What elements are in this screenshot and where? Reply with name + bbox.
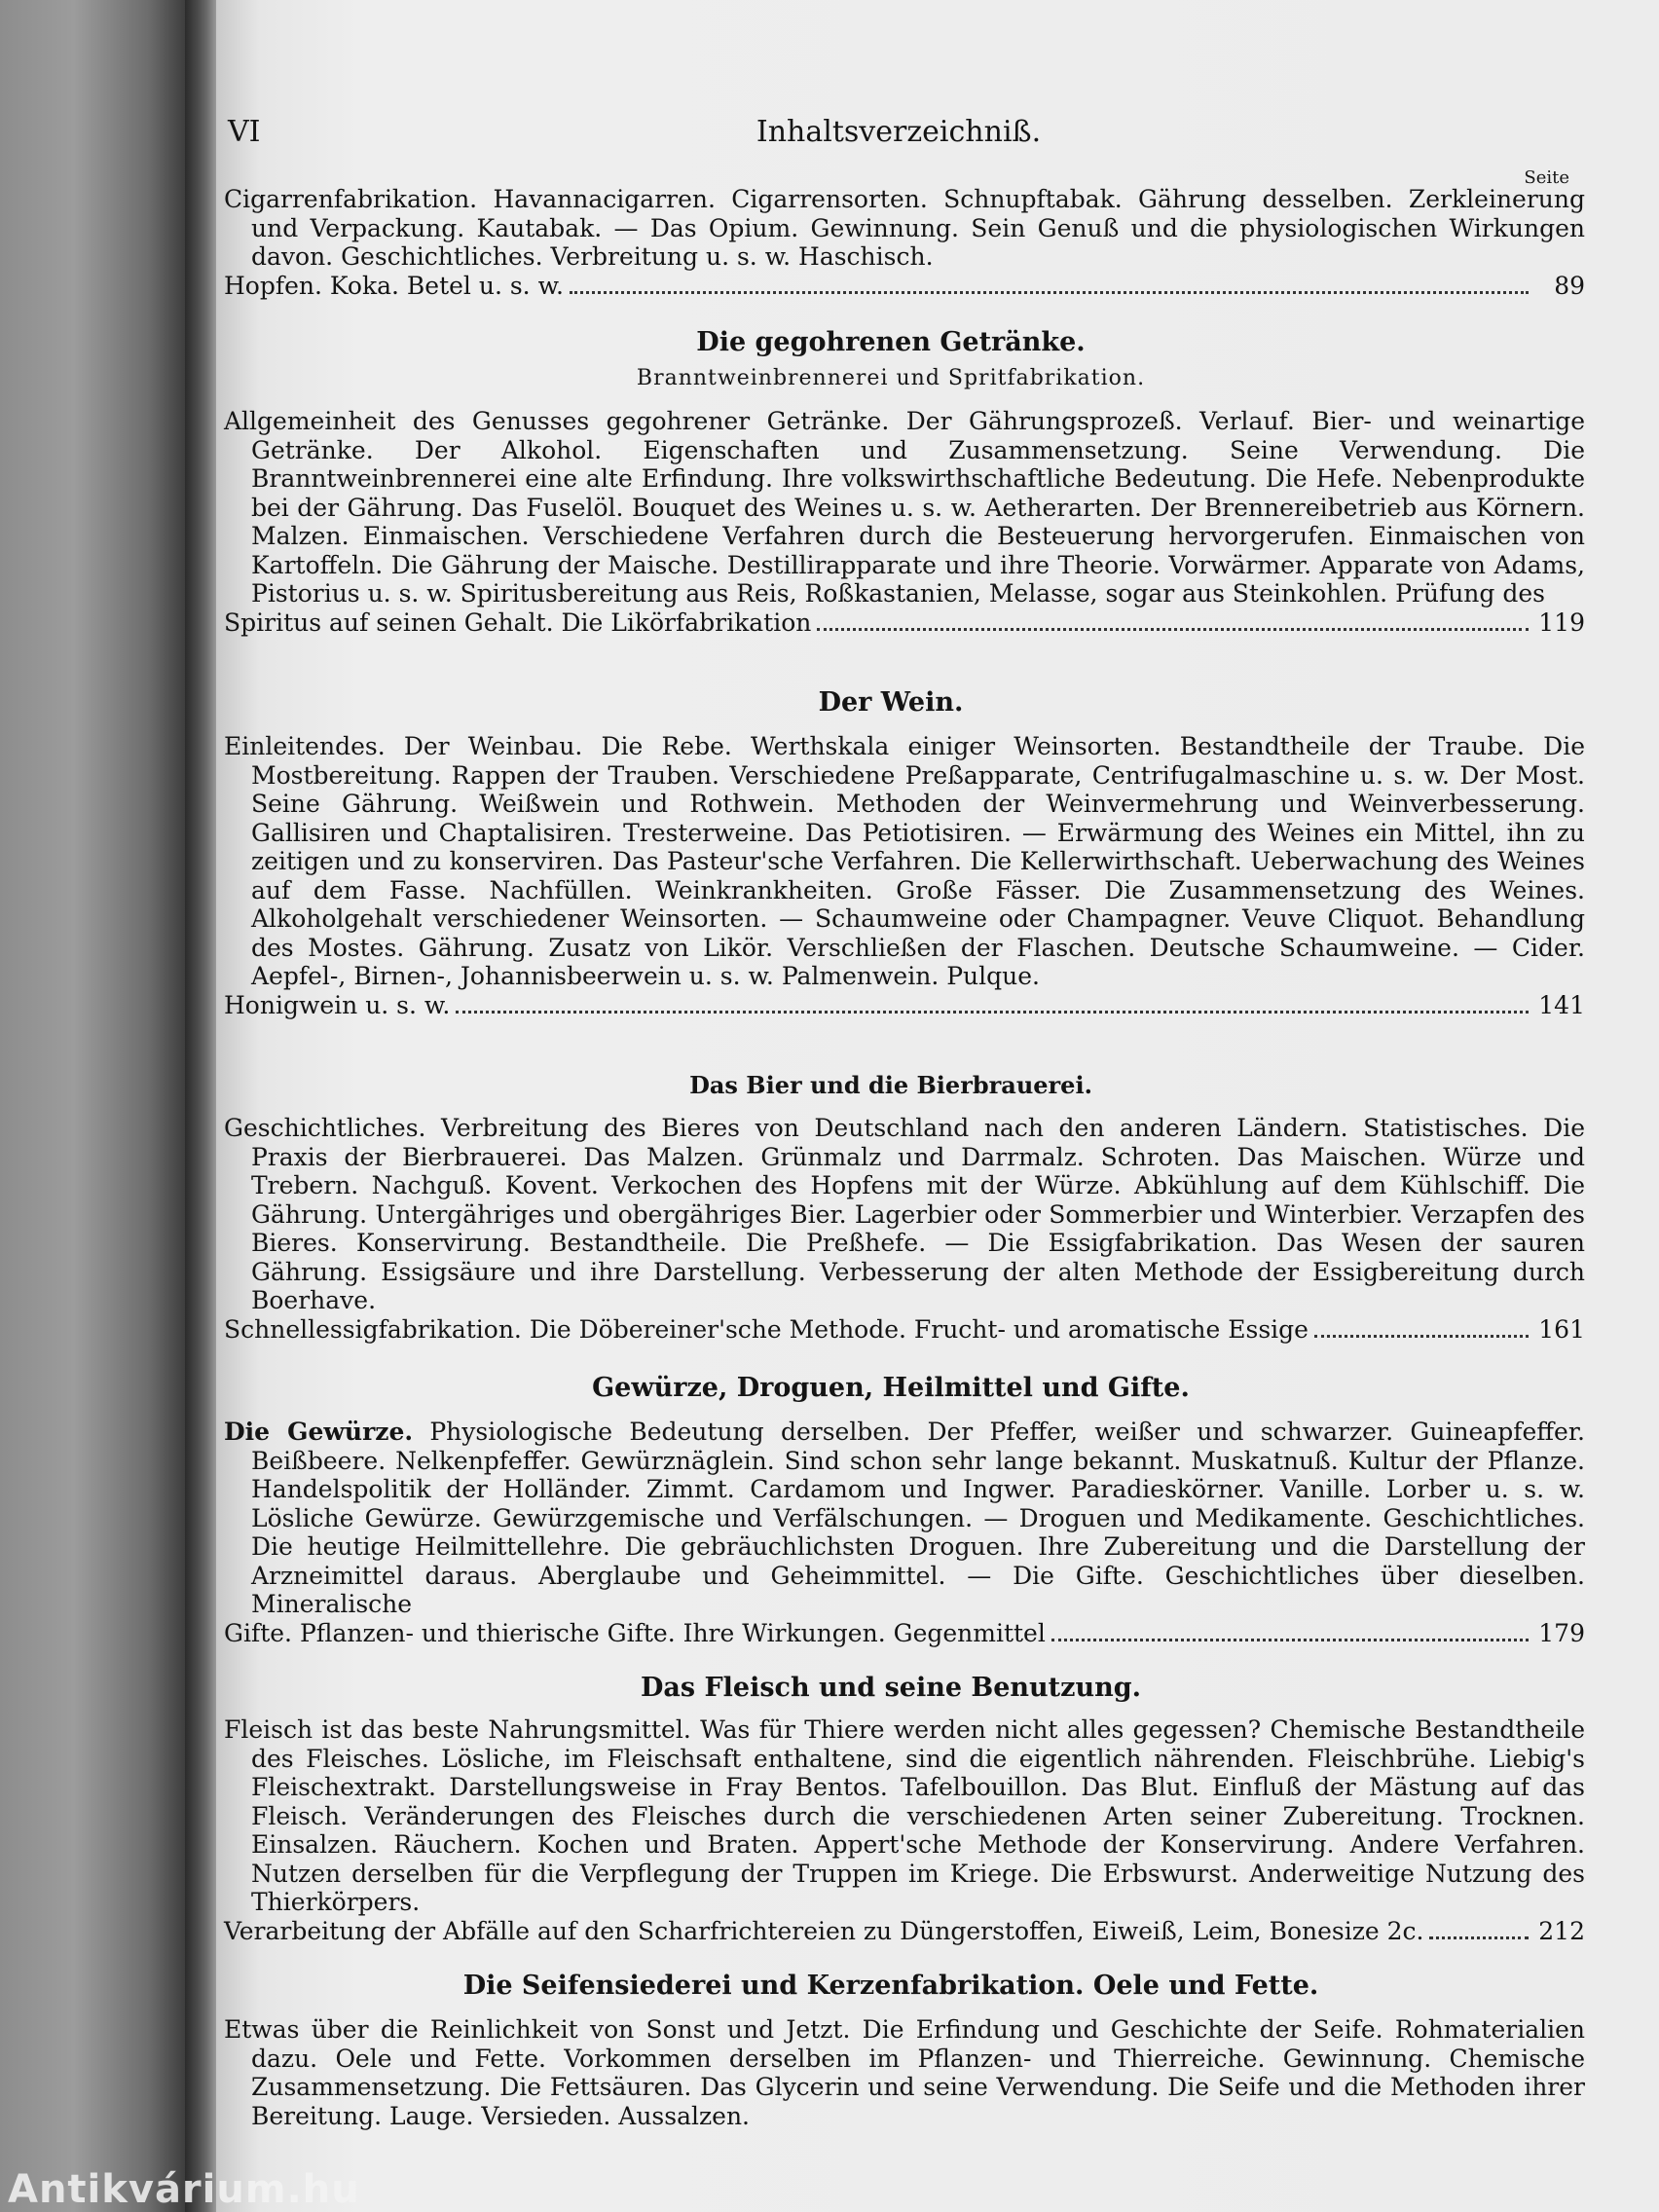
entry-last-line: Honigwein u. s. w.	[224, 990, 451, 1019]
page-ref: 89	[1554, 271, 1585, 300]
toc-entry-bier	[224, 1114, 1585, 1345]
entry-last-line: Verarbeitung der Abfälle auf den Scharfrichtereien zu Düngerstoffen, Eiweiß, Leim, Bonesize 2c.	[224, 1916, 1424, 1945]
entry-text: Etwas über die Reinlichkeit von Sonst und Jetzt. Die Erfindung und Geschichte der Seife. Rohmaterialien dazu. Oele und Fette. Vorkommen derselben im Pflanzen- und Thierreiche. Gewinnung. Chemische Zusammensetzung. Die Fettsäuren. Das Glycerin und seine Verwendung. Die Seife und die Methoden ihrer Bereitung. Lauge. Versieden. Aussalzen.	[224, 2015, 1585, 2130]
section-heading: Die Seifensiederei und Kerzenfabrikation. Oele und Fette.	[462, 1971, 1319, 2001]
section-heading: Die gegohrenen Getränke.	[696, 327, 1086, 357]
entry-lead: Die Gewürze.	[224, 1418, 414, 1446]
dot-leader	[1314, 1335, 1529, 1338]
section-heading: Gewürze, Droguen, Heilmittel und Gifte.	[592, 1373, 1190, 1403]
entry-last-line: Schnellessigfabrikation. Die Döbereiner'sche Methode. Frucht- und aromatische Essige	[224, 1314, 1309, 1344]
running-title: Inhaltsverzeichniß.	[756, 115, 1042, 149]
page-header	[228, 115, 1569, 154]
page-ref: 179	[1538, 1618, 1585, 1647]
dot-leader	[456, 1011, 1529, 1014]
page-ref: 119	[1538, 608, 1585, 637]
background-left	[0, 0, 185, 2212]
entry-last-line: Hopfen. Koka. Betel u. s. w.	[224, 271, 564, 300]
leader-line	[224, 1314, 1585, 1345]
leader-line	[224, 271, 1585, 301]
dot-leader	[817, 628, 1529, 631]
toc-entry-fleisch	[224, 1715, 1585, 1946]
entry-last-line: Spiritus auf seinen Gehalt. Die Likörfabrikation	[224, 608, 812, 637]
entry-text	[224, 1418, 1585, 1619]
page-ref: 161	[1538, 1314, 1585, 1344]
toc-entry-seife	[224, 2015, 1585, 2130]
dot-leader	[1429, 1936, 1529, 1939]
leader-line	[224, 1618, 1585, 1648]
page-ref: 212	[1538, 1916, 1585, 1945]
entry-body: Physiologische Bedeutung derselben. Der Pfeffer, weißer und schwarzer. Guineapfeffer. Beißbeere. Nelkenpfeffer. Gewürznäglein. Sind schon sehr lange bekannt. Muskatnuß. Kultur der Pflanze. Handelspolitik der Holländer. Zimmt. Cardamom und Ingwer. Paradieskörner. Vanille. Lorber u. s. w. Lösliche Gewürze. Gewürzgemische und Verfälschungen. — Droguen und Medikamente. Geschichtliches. Die heutige Heilmittellehre. Die gebräuchlichsten Droguen. Ihre Zubereitung und die Darstellung der Arzneimittel daraus. Aberglaube und Geheimmittel. — Die Gifte. Geschichtliches über dieselben. Mineralische	[251, 1418, 1585, 1618]
dot-leader	[570, 291, 1529, 294]
toc-entry-tabak	[224, 185, 1585, 301]
dot-leader	[1051, 1639, 1529, 1641]
entry-text: Einleitendes. Der Weinbau. Die Rebe. Werthskala einiger Weinsorten. Bestandtheile der Traube. Die Mostbereitung. Rappen der Trauben. Verschiedene Preßapparate, Centrifugalmaschine u. s. w. Der Most. Seine Gährung. Weißwein und Rothwein. Methoden der Weinvermehrung und Weinverbesserung. Gallisiren und Chaptalisiren. Tresterweine. Das Petiotisiren. — Erwärmung des Weines ein Mittel, ihn zu zeitigen und zu konserviren. Das Pasteur'sche Verfahren. Die Kellerwirthschaft. Ueberwachung des Weines auf dem Fasse. Nachfüllen. Weinkrankheiten. Große Fässer. Die Zusammensetzung des Weines. Alkoholgehalt verschiedener Weinsorten. — Schaumweine oder Champagner. Veuve Cliquot. Behandlung des Mostes. Gährung. Zusatz von Likör. Verschließen der Flaschen. Deutsche Schaumweine. — Cider. Aepfel-, Birnen-, Johannisbeerwein u. s. w. Palmenwein. Pulque.	[224, 732, 1585, 990]
page-column-label: Seite	[1524, 167, 1569, 188]
entry-text: Allgemeinheit des Genusses gegohrener Getränke. Der Gährungsprozeß. Verlauf. Bier- und weinartige Getränke. Der Alkohol. Eigenschaften und Zusammensetzung. Seine Verwendung. Die Branntweinbrennerei eine alte Erfindung. Ihre volkswirthschaftliche Bedeutung. Die Hefe. Nebenprodukte bei der Gährung. Das Fuselöl. Bouquet des Weines u. s. w. Aetherarten. Der Brennereibetrieb aus Körnern. Malzen. Einmaischen. Verschiedene Verfahren durch die Besteuerung hervorgerufen. Einmaischen von Kartoffeln. Die Gährung der Maische. Destillirapparate und ihre Theorie. Vorwärmer. Apparate von Adams, Pistorius u. s. w. Spiritusbereitung aus Reis, Roßkastanien, Melasse, sogar aus Steinkohlen. Prüfung des	[224, 407, 1585, 608]
toc-entry-getraenke	[224, 407, 1585, 638]
page-number: VI	[228, 115, 261, 149]
section-subheading: Branntweinbrennerei und Spritfabrikation.	[636, 366, 1146, 390]
toc-entry-wein	[224, 732, 1585, 1020]
section-heading: Das Bier und die Bierbrauerei.	[689, 1071, 1092, 1099]
watermark: Antikvárium.hu	[8, 2167, 360, 2212]
entry-text: Cigarrenfabrikation. Havannacigarren. Cigarrensorten. Schnupftabak. Gährung desselben. Zerkleinerung und Verpackung. Kautabak. — Das Opium. Gewinnung. Sein Genuß und die physiologischen Wirkungen davon. Geschichtliches. Verbreitung u. s. w. Haschisch.	[224, 185, 1585, 271]
entry-text: Fleisch ist das beste Nahrungsmittel. Was für Thiere werden nicht alles gegessen? Chemische Bestandtheile des Fleisches. Lösliche, im Fleischsaft enthaltene, sind die eigentlich nährenden. Fleischbrühe. Liebig's Fleischextrakt. Darstellungsweise in Fray Bentos. Tafelbouillon. Das Blut. Einfluß der Mästung auf das Fleisch. Veränderungen des Fleisches durch die verschiedenen Arten seiner Zubereitung. Trocknen. Einsalzen. Räuchern. Kochen und Braten. Appert'sche Methode der Konservirung. Andere Verfahren. Nutzen derselben für die Verpflegung der Truppen im Kriege. Die Erbswurst. Anderweitige Nutzung des Thierkörpers.	[224, 1715, 1585, 1916]
book-spine	[185, 0, 216, 2212]
section-heading: Der Wein.	[818, 687, 964, 718]
page-ref: 141	[1538, 990, 1585, 1019]
entry-last-line: Gifte. Pflanzen- und thierische Gifte. Ihre Wirkungen. Gegenmittel	[224, 1618, 1046, 1647]
entry-text: Geschichtliches. Verbreitung des Bieres von Deutschland nach den anderen Ländern. Statistisches. Die Praxis der Bierbrauerei. Das Malzen. Grünmalz und Darrmalz. Schroten. Das Maischen. Würze und Trebern. Nachguß. Kovent. Verkochen des Hopfens mit der Würze. Abkühlung auf dem Kühlschiff. Die Gährung. Untergähriges und obergähriges Bier. Lagerbier oder Sommerbier und Winterbier. Verzapfen des Bieres. Konservirung. Bestandtheile. Die Preßhefe. — Die Essigfabrikation. Das Wesen der sauren Gährung. Essigsäure und ihre Darstellung. Verbesserung der alten Methode der Essigbereitung durch Boerhave.	[224, 1114, 1585, 1314]
leader-line	[224, 990, 1585, 1020]
leader-line	[224, 608, 1585, 638]
leader-line	[224, 1916, 1585, 1946]
section-heading: Das Fleisch und seine Benutzung.	[640, 1673, 1142, 1703]
toc-entry-gewuerze	[224, 1418, 1585, 1648]
